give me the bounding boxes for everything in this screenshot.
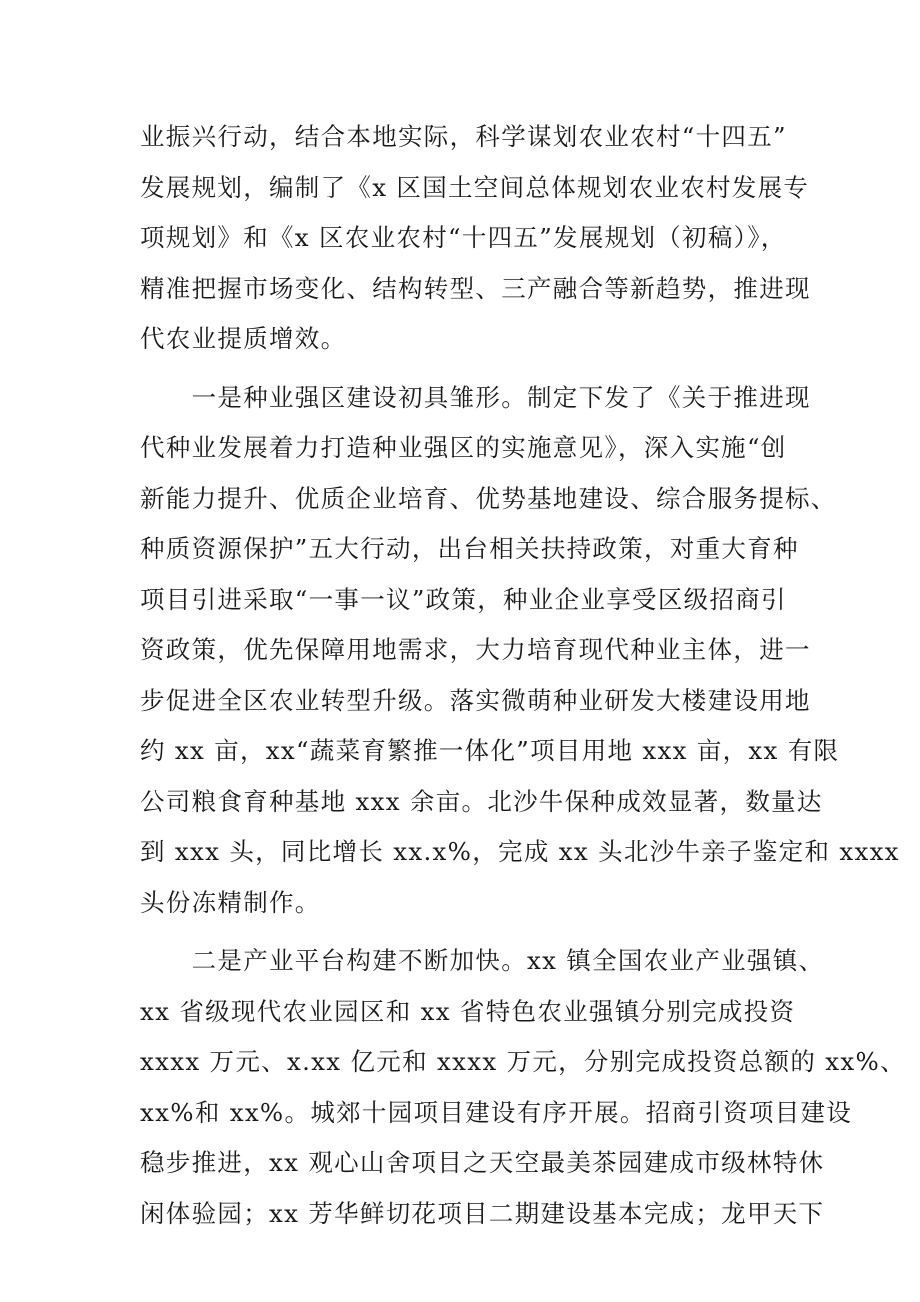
text-line: 头份冻精制作。	[140, 887, 321, 917]
document-body	[140, 112, 906, 1239]
text-line: 稳步推进，xx 观心山舍项目之天空最美茶园建成市级林特休	[140, 1148, 825, 1177]
text-line: xxxx 万元、x.xx 亿元和 xxxx 万元，分别完成投资总额的 xx%、	[140, 1047, 906, 1076]
text-line: 精准把握市场变化、结构转型、三产融合等新趋势，推进现	[140, 273, 811, 303]
text-line: xx%和 xx%。城郊十园项目建设有序开展。招商引资项目建设	[140, 1097, 853, 1127]
text-line: 步促进全区农业转型升级。落实微萌种业研发大楼建设用地	[140, 685, 811, 715]
text-line: 新能力提升、优质企业培育、优势基地建设、综合服务提标、	[140, 483, 837, 513]
text-line: 项规划》和《x 区农业农村“十四五”发展规划（初稿）》，	[140, 223, 787, 252]
paragraph-gap	[140, 365, 790, 373]
text-line: 种质资源保护”五大行动，出台相关扶持政策，对重大育种	[140, 534, 799, 563]
text-line: xx 省级现代农业园区和 xx 省特色农业强镇分别完成投资	[140, 996, 796, 1026]
text-line: 约 xx 亩，xx“蔬菜育繁推一体化”项目用地 xxx 亩，xx 有限	[140, 736, 840, 765]
text-line: 公司粮食育种基地 xxx 余亩。北沙牛保种成效显著，数量达	[140, 786, 823, 816]
paragraph-seed-industry	[140, 373, 900, 929]
text-line: 代农业提质增效。	[140, 324, 347, 353]
paragraph-gap	[140, 928, 790, 936]
text-line: 发展规划，编制了《x 区国土空间总体规划农业农村发展专	[140, 172, 810, 202]
text-line: 一是种业强区建设初具雏形。制定下发了《关于推进现	[140, 382, 811, 412]
text-line: 到 xxx 头，同比增长 xx.x%，完成 xx 头北沙牛亲子鉴定和 xxxx	[140, 837, 900, 866]
text-line: 二是产业平台构建不断加快。xx 镇全国农业产业强镇、	[140, 946, 825, 975]
text-line: 业振兴行动，结合本地实际，科学谋划农业农村“十四五”	[140, 122, 787, 151]
paragraph-intro	[140, 112, 811, 365]
text-line: 代种业发展着力打造种业强区的实施意见》，深入实施“创	[140, 433, 787, 462]
paragraph-industry-platform	[140, 936, 906, 1239]
text-line: 资政策，优先保障用地需求，大力培育现代种业主体，进一	[140, 635, 811, 664]
text-line: 闲体验园；xx 芳华鲜切花项目二期建设基本完成；龙甲天下	[140, 1198, 825, 1228]
text-line: 项目引进采取“一事一议”政策，种业企业享受区级招商引	[140, 584, 787, 614]
